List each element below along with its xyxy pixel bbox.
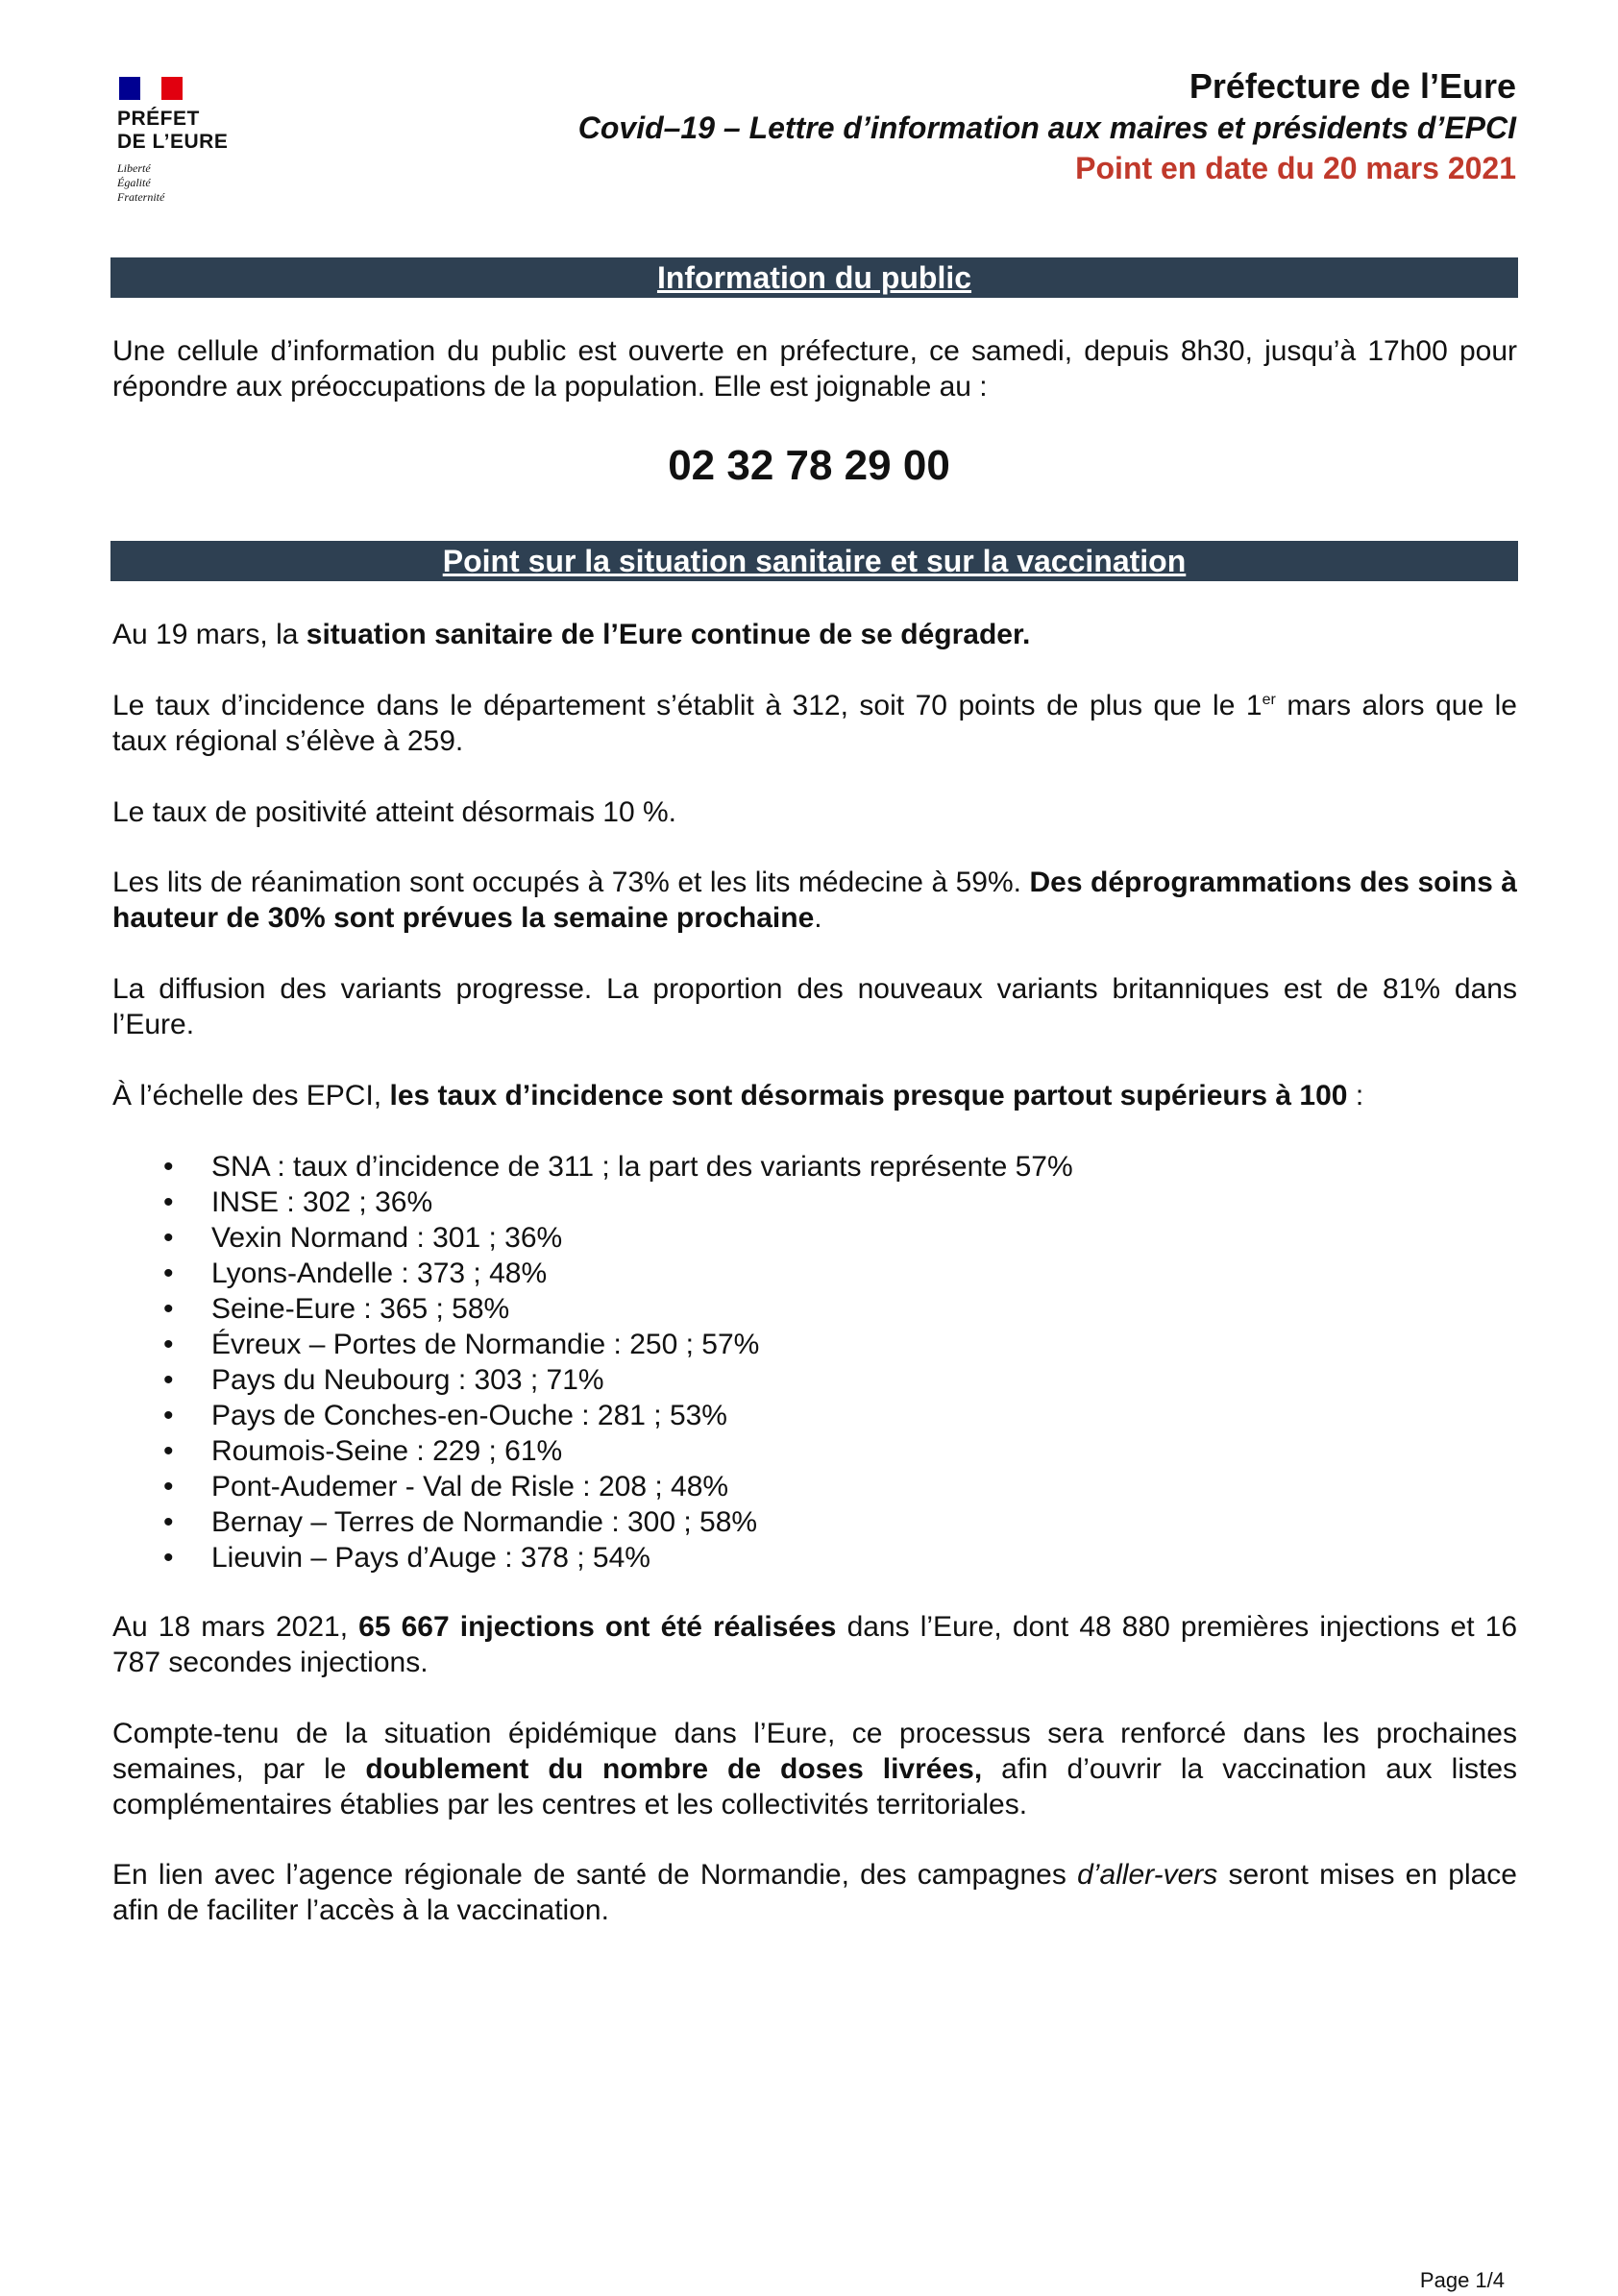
logo-line2: DE L’EURE <box>117 131 229 153</box>
p7-text: Au 18 mars 2021, <box>112 1611 359 1643</box>
logo-title <box>117 108 261 154</box>
list-item: • Lyons-Andelle : 373 ; 48% <box>163 1256 1073 1291</box>
section-banner-public-info: Information du public <box>110 257 1518 298</box>
p2-text-b: mars alors que le taux régional s’élève à 259. <box>112 690 1517 757</box>
p8-bold: doublement du nombre de doses livrées, <box>365 1753 983 1785</box>
paragraph-icu <box>112 865 1517 936</box>
republic-motto <box>117 161 261 205</box>
paragraph-epci-intro <box>112 1078 1517 1113</box>
paragraph-situation <box>112 617 1517 652</box>
motto-egalite: Égalité <box>117 176 151 189</box>
letter-header <box>578 65 1516 188</box>
list-item: • Bernay – Terres de Normandie : 300 ; 58% <box>163 1504 1073 1540</box>
p8-text: Compte-tenu de la situation épidémique dans l’Eure, ce processus sera renforcé dans les prochaines semaines, par le <box>112 1718 1517 1785</box>
logo-line1: PRÉFET <box>117 108 200 130</box>
header-org: Préfecture de l’Eure <box>1189 66 1516 106</box>
public-info-text: Une cellule d’information du public est ouverte en préfecture, ce samedi, depuis 8h30, jusqu’à 17h00 pour répondre aux préoccupations de la population. Elle est joignable au : <box>112 335 1517 403</box>
section-banner-sanitary: Point sur la situation sanitaire et sur la vaccination <box>110 541 1518 581</box>
motto-fraternite: Fraternité <box>117 190 165 204</box>
p7-end: dans l’Eure, dont 48 880 premières injections et 16 787 secondes injections. <box>112 1611 1518 1678</box>
phone-number: 02 32 78 29 00 <box>668 442 950 489</box>
list-item: • INSE : 302 ; 36% <box>163 1185 1073 1220</box>
list-item: • Pays du Neubourg : 303 ; 71% <box>163 1362 1073 1398</box>
p6-end: : <box>1347 1080 1364 1111</box>
p1-bold: situation sanitaire de l’Eure continue de se dégrader. <box>306 619 1031 650</box>
marianne-flag-icon <box>119 77 183 100</box>
paragraph-positivity: Le taux de positivité atteint désormais 10 %. <box>112 796 676 828</box>
p6-text: À l’échelle des EPCI, <box>112 1080 390 1111</box>
list-item: • Roumois-Seine : 229 ; 61% <box>163 1433 1073 1469</box>
p4-bold: Des déprogrammations des soins à hauteur de 30% sont prévues la semaine prochaine <box>112 867 1517 934</box>
list-item: • Évreux – Portes de Normandie : 250 ; 57% <box>163 1327 1073 1362</box>
p9-text: En lien avec l’agence régionale de santé de Normandie, des campagnes <box>112 1859 1078 1891</box>
page-number: Page 1/4 <box>1419 2268 1505 2292</box>
list-item: • Pays de Conches-en-Ouche : 281 ; 53% <box>163 1398 1073 1433</box>
motto-liberte: Liberté <box>117 161 151 175</box>
prefet-logo <box>117 77 261 205</box>
p7-bold: 65 667 injections ont été réalisées <box>358 1611 837 1643</box>
list-item: • Vexin Normand : 301 ; 36% <box>163 1220 1073 1256</box>
p2-text-a: Le taux d’incidence dans le département s’établit à 312, soit 70 points de plus que le 1 <box>112 690 1263 721</box>
paragraph-incidence <box>112 688 1517 759</box>
p4-text: Les lits de réanimation sont occupés à 73% et les lits médecine à 59%. <box>112 867 1030 898</box>
list-item: • Lieuvin – Pays d’Auge : 378 ; 54% <box>163 1540 1073 1575</box>
header-subtitle: Covid–19 – Lettre d’information aux maires et présidents d’EPCI <box>577 110 1516 145</box>
p8-end: afin d’ouvrir la vaccination aux listes complémentaires établies par les centres et les collectivités territoriales. <box>112 1753 1518 1820</box>
paragraph-campaigns <box>112 1857 1517 1928</box>
paragraph-variants: La diffusion des variants progresse. La proportion des nouveaux variants britanniques est de 81% dans l’Eure. <box>112 973 1517 1040</box>
p9-italic: d’aller-vers <box>1077 1859 1218 1891</box>
p2-sup: er <box>1262 692 1276 708</box>
list-item: • Pont-Audemer - Val de Risle : 208 ; 48% <box>163 1469 1073 1504</box>
list-item: • Seine-Eure : 365 ; 58% <box>163 1291 1073 1327</box>
p6-bold: les taux d’incidence sont désormais presque partout supérieurs à 100 <box>389 1080 1348 1111</box>
paragraph-doses <box>112 1716 1517 1822</box>
p9-end: seront mises en place afin de faciliter l’accès à la vaccination. <box>112 1859 1517 1926</box>
paragraph-injections <box>112 1609 1517 1680</box>
epci-list <box>163 1149 1073 1575</box>
p1-text: Au 19 mars, la <box>112 619 306 650</box>
list-item: • SNA : taux d’incidence de 311 ; la part des variants représente 57% <box>163 1149 1073 1185</box>
p4-end: . <box>814 902 822 934</box>
header-date: Point en date du 20 mars 2021 <box>1075 151 1516 185</box>
